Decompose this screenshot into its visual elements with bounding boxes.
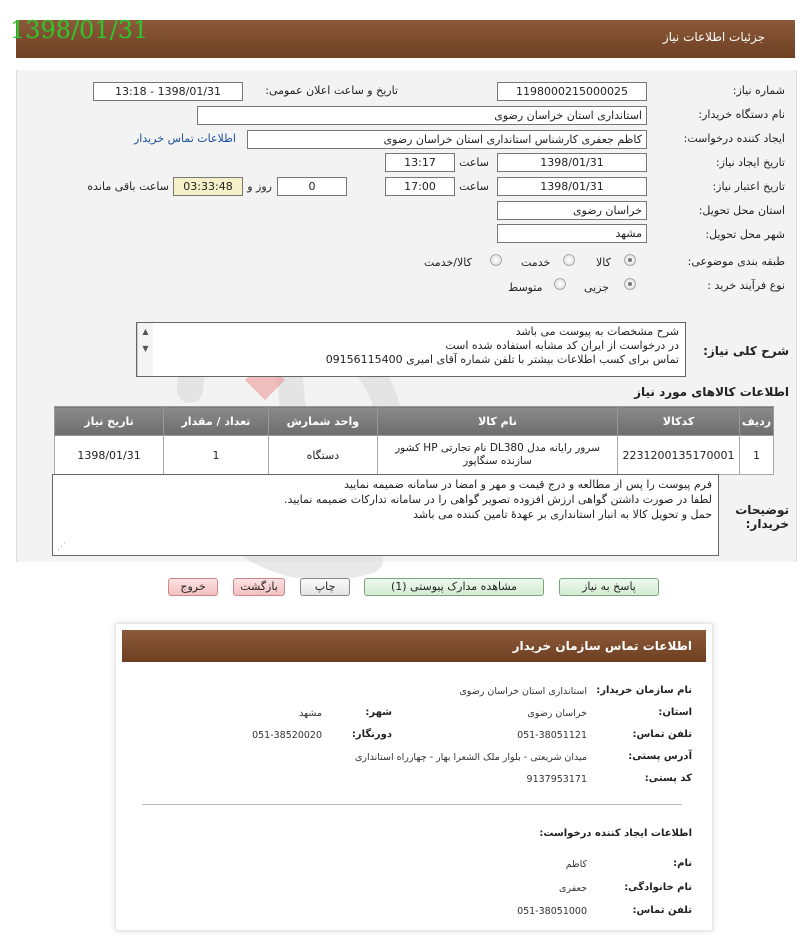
cell-date: 1398/01/31 (55, 436, 164, 475)
province-field: خراسان رضوی (497, 201, 647, 220)
creator-last-name-label: نام خانوادگی: (624, 882, 692, 893)
summary-line: تماس برای کسب اطلاعات بیشتر با تلفن شماره آقای امیری 09156115400 (325, 353, 679, 366)
contact-city-label: شهر: (365, 707, 392, 718)
contact-address-label: آدرس پستی: (628, 751, 692, 762)
contact-org-value: استانداری استان خراسان رضوی (459, 686, 587, 697)
category-radio-service[interactable] (563, 254, 575, 266)
cell-name: سرور رایانه مدل DL380 نام تجارتی HP کشور سازنده سنگاپور (377, 436, 617, 475)
valid-date-field: 1398/01/31 (497, 177, 647, 196)
back-button[interactable]: بازگشت (233, 578, 285, 596)
requester-field: کاظم جعفری کارشناس استانداری استان خراسان رضوی (247, 130, 647, 149)
category-option-goods-service: کالا/خدمت (424, 256, 472, 269)
contact-fax-value: 051-38520020 (252, 730, 322, 741)
cell-qty: 1 (164, 436, 269, 475)
col-header-row: ردیف (739, 407, 773, 436)
process-option-medium: متوسط (508, 281, 543, 294)
create-time-label: ساعت (459, 156, 489, 169)
buyer-org-field: استانداری استان خراسان رضوی (197, 106, 647, 125)
notes-line: حمل و تحویل کالا به انبار استانداری بر عهدهٔ تامین کننده می باشد (413, 508, 712, 521)
contact-postal-label: کد پستی: (644, 773, 692, 784)
items-table-header (55, 407, 774, 436)
contact-city-value: مشهد (299, 708, 322, 719)
date-stamp: 1398/01/31 (10, 16, 149, 44)
process-radio-minor[interactable] (624, 278, 636, 290)
notes-line: لطفا در صورت داشتن گواهی ارزش افزوده تصویر گواهی را در سامانه تدارکات ضمیمه نمایید. (284, 493, 712, 506)
creator-first-name-value: کاظم (565, 859, 587, 870)
contact-address-value: میدان شریعتی - بلوار ملک الشعرا بهار - چهارراه استانداری (354, 752, 587, 763)
table-row (55, 436, 774, 475)
notes-line: فرم پیوست را پس از مطالعه و درج قیمت و مهر و امضا در سامانه ضمیمه نمایید (344, 478, 712, 491)
page-title: جزئیات اطلاعات نیاز (662, 30, 765, 44)
city-field: مشهد (497, 224, 647, 243)
contact-card-header (122, 630, 706, 662)
province-label: استان محل تحویل: (698, 204, 785, 217)
summary-label: شرح کلی نیاز: (703, 344, 789, 358)
creator-last-name-value: جعفری (559, 883, 587, 894)
items-section-title: اطلاعات کالاهای مورد نیاز (634, 385, 789, 399)
days-field: 0 (277, 177, 347, 196)
col-header-unit: واحد شمارش (268, 407, 377, 436)
process-label: نوع فرآیند خرید : (707, 279, 785, 292)
category-label: طبقه بندی موضوعی: (687, 255, 785, 268)
need-number-label: شماره نیاز: (732, 84, 785, 97)
buyer-contact-link[interactable]: اطلاعات تماس خریدار (134, 132, 236, 145)
summary-line: در درخواست از ایران کد مشابه استفاده شده است (445, 339, 679, 352)
remaining-time-field: 03:33:48 (173, 177, 243, 196)
buyer-notes-textarea[interactable] (52, 474, 719, 556)
remaining-label: ساعت باقی مانده (87, 180, 169, 193)
create-time-field: 13:17 (385, 153, 455, 172)
summary-textarea[interactable] (136, 322, 686, 377)
city-label: شهر محل تحویل: (705, 228, 785, 241)
days-label: روز و (247, 180, 272, 193)
buyer-notes-label: توضیحات خریدار: (735, 503, 789, 531)
creator-phone-label: تلفن تماس: (632, 905, 692, 916)
exit-button[interactable]: خروج (168, 578, 218, 596)
contact-fax-label: دورنگار: (351, 729, 392, 740)
attachments-button[interactable]: مشاهده مدارک پیوستی (1) (364, 578, 544, 596)
create-date-field: 1398/01/31 (497, 153, 647, 172)
creator-section-title: اطلاعات ایجاد کننده درخواست: (539, 828, 692, 839)
resize-grip-icon[interactable]: ⋰ (57, 542, 66, 552)
contact-province-value: خراسان رضوی (527, 708, 587, 719)
need-number-field: 1198000215000025 (497, 82, 647, 101)
print-button[interactable]: چاپ (300, 578, 350, 596)
summary-scrollbar[interactable] (137, 323, 153, 376)
category-option-goods: کالا (596, 256, 611, 269)
category-radio-goods[interactable] (624, 254, 636, 266)
valid-date-label: تاریخ اعتبار نیاز: (712, 180, 785, 193)
creator-phone-value: 051-38051000 (517, 906, 587, 917)
contact-org-label: نام سازمان خریدار: (596, 685, 692, 696)
category-option-service: خدمت (521, 256, 551, 269)
col-header-date: تاریخ نیاز (55, 407, 164, 436)
summary-line: شرح مشخصات به پیوست می باشد (515, 325, 679, 338)
process-option-minor: جزیی (584, 281, 610, 294)
valid-time-label: ساعت (459, 180, 489, 193)
reply-button[interactable]: پاسخ به نیاز (559, 578, 659, 596)
category-radio-goods-service[interactable] (490, 254, 502, 266)
col-header-qty: تعداد / مقدار (164, 407, 269, 436)
col-header-name: نام کالا (377, 407, 617, 436)
contact-phone-label: تلفن تماس: (632, 729, 692, 740)
valid-time-field: 17:00 (385, 177, 455, 196)
contact-phone-value: 051-38051121 (517, 730, 587, 741)
cell-row: 1 (739, 436, 773, 475)
items-table (54, 406, 774, 475)
contact-card-title: اطلاعات تماس سازمان خریدار (512, 639, 692, 653)
cell-unit: دستگاه (268, 436, 377, 475)
contact-divider (142, 804, 682, 805)
scroll-down-icon[interactable]: ▼ (142, 344, 149, 353)
contact-postal-value: 9137953171 (526, 774, 587, 785)
requester-label: ایجاد کننده درخواست: (683, 132, 785, 145)
col-header-code: کدکالا (618, 407, 740, 436)
announce-label: تاریخ و ساعت اعلان عمومی: (265, 84, 398, 97)
creator-first-name-label: نام: (673, 858, 692, 869)
cell-code: 2231200135170001 (618, 436, 740, 475)
scroll-up-icon[interactable]: ▲ (142, 327, 149, 336)
announce-field: 1398/01/31 - 13:18 (93, 82, 243, 101)
buyer-contact-card (115, 623, 713, 931)
buyer-org-label: نام دستگاه خریدار: (698, 108, 785, 121)
contact-province-label: استان: (658, 707, 692, 718)
create-date-label: تاریخ ایجاد نیاز: (715, 156, 785, 169)
process-radio-medium[interactable] (554, 278, 566, 290)
